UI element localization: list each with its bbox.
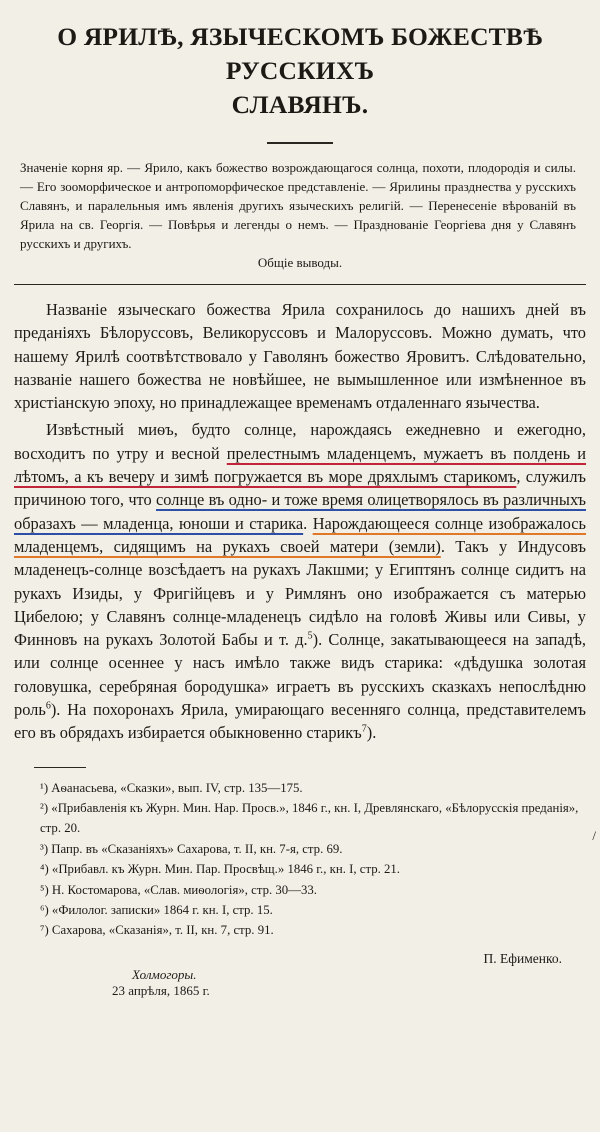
abstract-conclusion: Общіе выводы.	[257, 255, 343, 270]
paragraph-2-text-b: , служилъ причиною того, что	[14, 467, 586, 510]
paragraph-2-text-g: ).	[366, 723, 377, 743]
red-underlined-passage: прелестнымъ младенцемъ, мужаетъ въ полдень и лѣтомъ, а къ вечеру и зимѣ погружается въ море дряхлымъ старикомъ	[14, 443, 586, 487]
footnote-ref-7: 7	[361, 723, 367, 735]
footnote-3: ³) Папр. въ «Сказаніяхъ» Сахарова, т. II, кн. 7-я, стр. 69.	[40, 841, 343, 856]
article-title	[14, 0, 586, 122]
paragraph-2-text-f: ). На похоронахъ Ярила, умирающаго весенняго солнца, представителемъ его въ обрядахъ избирается обыкновенно старикъ	[14, 700, 586, 743]
orange-underlined-passage: Нарождающееся солнце изображалось младенцемъ, сидящимъ на рукахъ своей матери (земли)	[14, 513, 586, 556]
title-line-2: СЛАВЯНЪ.	[231, 90, 369, 119]
footnote-7: ⁷) Сахарова, «Сказанія», т. II, кн. 7, стр. 91.	[40, 923, 274, 938]
title-divider	[267, 142, 333, 144]
article-abstract: Значеніе корня яр. — Ярило, какъ божество возрождающагося солнца, похоти, плодородія и силы. — Его зооморфическое и антропоморфическое представленіе. — Ярилины празднества у русскихъ Славянъ, и паралельныя имъ явленія другихъ языческихъ религій. — Перенесеніе вѣрованій въ Ярила на св. Георгія. — Повѣрья и легенды о немъ. — Празднованіе Георгіева дня у Славянъ русскихъ и другихъ.	[20, 160, 576, 251]
footnote-5: ⁵) Н. Костомарова, «Слав. миѳологія», стр. 30—33.	[40, 882, 317, 897]
paragraph-2-text-e: ). Солнце, закатывающееся на западѣ, или солнце осеннее у насъ имѣло также видъ старика: «дѣдушка золотая головушка, серебряная бородушка» играетъ въ русскихъ сказкахъ непослѣдню роль	[14, 630, 586, 720]
paragraph-1: Названіе языческаго божества Ярила сохранилось до нашихъ дней въ преданіяхъ Бѣлоруссовъ, Великоруссовъ и Малоруссовъ. Можно думать, что нашему Ярилѣ соотвѣтствовало у Гаволянъ божество Яровитъ. Слѣдовательно, названіе нашего божества не новѣйшее, не вымышленное или измѣненное въ христіанскую эпоху, но принадлежащее временамъ отдаленнаго язычества.	[14, 300, 586, 413]
footnote-ref-6: 6	[45, 700, 51, 712]
paragraph-2-text-a: Извѣстный миѳъ, будто солнце, нарождаясь ежедневно и ежегодно, восходитъ по утру и весной	[14, 420, 586, 463]
signoff	[14, 951, 586, 1005]
signoff-place: Холмогоры.	[132, 966, 197, 982]
blue-underlined-passage: солнце въ одно- и тоже время олицетворялось въ различныхъ образахъ — младенца, юноши и старика	[14, 490, 586, 533]
title-line-1: О ЯРИЛѢ, ЯЗЫЧЕСКОМЪ БОЖЕСТВѢ РУССКИХЪ	[57, 22, 543, 85]
paragraph-2-text-d: . Такъ у Индусовъ младенецъ-солнце возсѣдаетъ на рукахъ Лакшми; у Египтянъ солнце сидитъ на рукахъ Изиды, у Фригійцевъ и у Римлянъ оно изображается съ матерью Цибелою; у Славянъ солнце-младенецъ сидѣло на головѣ Живы или Сивы, у Финновъ на рукахъ Золотой Бабы и т. д.	[14, 536, 587, 650]
footnote-divider	[34, 767, 86, 768]
footnote-6: ⁶) «Филолог. записки» 1864 г. кн. I, стр. 15.	[40, 903, 273, 918]
footnote-4: ⁴) «Прибавл. къ Журн. Мин. Пар. Просвѣщ.» 1846 г., кн. I, стр. 21.	[40, 862, 400, 877]
paragraph-2	[14, 418, 586, 744]
section-divider	[14, 284, 586, 285]
paragraph-2-text-c: .	[303, 513, 313, 533]
signoff-date: 23 апрѣля, 1865 г.	[112, 982, 210, 998]
footnote-1: ¹) Аѳанасьева, «Сказки», вып. IV, стр. 135—175.	[40, 780, 303, 795]
margin-mark: /	[592, 828, 596, 843]
footnotes-list	[14, 778, 586, 941]
author-signature: П. Ефименко.	[483, 950, 562, 966]
footnote-2: ²) «Прибавленія къ Журн. Мин. Нар. Просв.», 1846 г., кн. I, Древлянскаго, «Бѣлорусскія преданія», стр. 20.	[40, 801, 579, 836]
footnote-ref-5: 5	[307, 630, 313, 642]
